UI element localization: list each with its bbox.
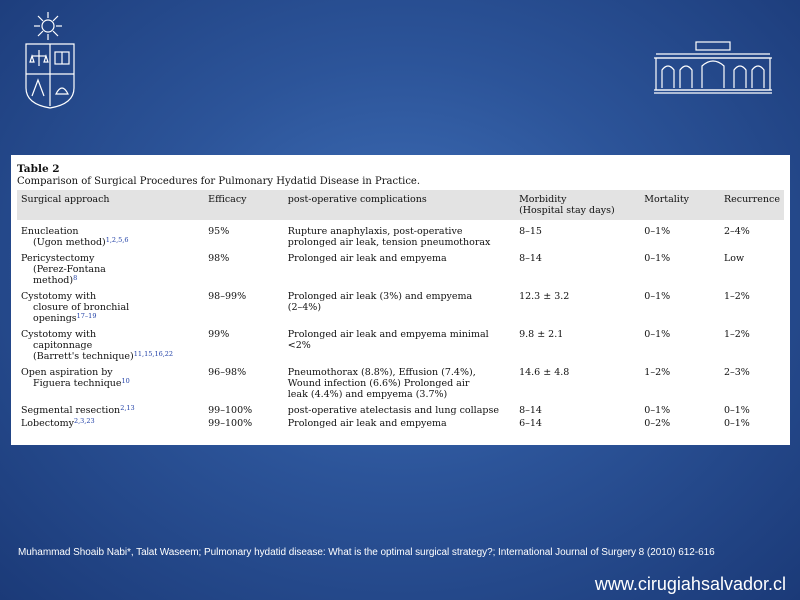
complication-line: post-operative atelectasis and lung collapse [287, 405, 499, 416]
complication-line: prolonged air leak, tension pneumothorax [287, 237, 491, 248]
cell-recurrence: 2–3% [723, 367, 750, 378]
header-morbidity-line2: (Hospital stay days) [519, 205, 615, 216]
approach-line-indented [21, 351, 200, 362]
cell-mortality: 0–1% [644, 253, 671, 264]
cell-approach [17, 250, 204, 288]
approach-line-indented: closure of bronchial [33, 302, 130, 313]
cell-morbidity: 12.3 ± 3.2 [519, 291, 570, 302]
complication-line: leak (4.4%) and empyema (3.7%) [287, 389, 448, 400]
cell-approach [17, 326, 204, 364]
table-caption: Comparison of Surgical Procedures for Pulmonary Hydatid Disease in Practice. [17, 176, 421, 187]
comparison-table [17, 190, 784, 429]
cell-mortality: 1–2% [644, 367, 671, 378]
reference-superscript[interactable]: 10 [121, 377, 130, 385]
approach-line-indented [21, 313, 200, 324]
cell-morbidity: 8–14 [519, 405, 542, 416]
cell-recurrence: Low [723, 253, 745, 264]
header-mortality: Mortality [644, 194, 690, 205]
cell-recurrence: 1–2% [723, 329, 750, 340]
cell-morbidity: 6–14 [519, 418, 542, 429]
cell-efficacy: 99% [208, 329, 230, 340]
approach-line: (Barrett's technique) [33, 351, 134, 362]
approach-line: Cystotomy with [21, 329, 97, 340]
complication-line: (2–4%) [287, 302, 322, 313]
approach-line: (Ugon method) [33, 237, 106, 248]
cell-recurrence: 2–4% [723, 226, 750, 237]
header-morbidity [515, 190, 640, 220]
cell-efficacy: 96–98% [208, 367, 247, 378]
table-row [17, 220, 784, 250]
approach-line-indented: (Perez-Fontana [33, 264, 106, 275]
cell-complications [284, 288, 515, 326]
cell-mortality: 0–1% [644, 329, 671, 340]
cell-complications [284, 326, 515, 364]
cell-complications [284, 402, 515, 418]
complication-line: Rupture anaphylaxis, post-operative [287, 226, 463, 237]
approach-line-indented [21, 275, 200, 286]
cell-approach [17, 288, 204, 326]
table-row [17, 288, 784, 326]
cell-complications [284, 220, 515, 250]
website-url[interactable]: www.cirugiahsalvador.cl [594, 574, 786, 594]
cell-mortality: 0–1% [644, 405, 671, 416]
approach-line: method) [33, 275, 74, 286]
complication-line: Prolonged air leak and empyema minimal [287, 329, 489, 340]
cell-complications [284, 250, 515, 288]
approach-line: Open aspiration by [21, 367, 113, 378]
cell-morbidity: 8–14 [519, 253, 542, 264]
header-morbidity-line1: Morbidity [519, 194, 567, 205]
cell-efficacy: 99–100% [208, 405, 253, 416]
cell-complications [284, 364, 515, 402]
approach-line: Cystotomy with [21, 291, 97, 302]
reference-superscript[interactable]: 2,13 [120, 404, 135, 412]
header-approach: Surgical approach [21, 194, 110, 205]
university-crest-logo [18, 10, 82, 110]
approach-line: Segmental resection [21, 405, 121, 416]
cell-mortality: 0–1% [644, 226, 671, 237]
complication-line: <2% [287, 340, 311, 351]
reference-superscript[interactable]: 8 [73, 274, 78, 282]
cell-approach [17, 402, 204, 418]
complication-line: Pneumothorax (8.8%), Effusion (7.4%), [287, 367, 476, 378]
reference-superscript[interactable]: 11,15,16,22 [133, 350, 174, 358]
cell-recurrence: 1–2% [723, 291, 750, 302]
cell-approach [17, 220, 204, 250]
approach-line: Enucleation [21, 226, 79, 237]
cell-complications [284, 418, 515, 429]
approach-line: Pericystectomy [21, 253, 95, 264]
reference-superscript[interactable]: 1,2,5,6 [105, 236, 129, 244]
cell-efficacy: 98% [208, 253, 230, 264]
table-header-row [17, 190, 784, 220]
table-row [17, 364, 784, 402]
approach-line-indented: capitonnage [33, 340, 93, 351]
header-efficacy: Efficacy [208, 194, 247, 205]
cell-morbidity: 14.6 ± 4.8 [519, 367, 570, 378]
cell-mortality: 0–1% [644, 291, 671, 302]
header-complications: post-operative complications [287, 194, 427, 205]
approach-line-indented [21, 378, 200, 389]
cell-mortality: 0–2% [644, 418, 671, 429]
cell-recurrence: 0–1% [723, 405, 750, 416]
approach-line: Figuera technique [33, 378, 122, 389]
complication-line: Wound infection (6.6%) Prolonged air [287, 378, 470, 389]
approach-line: Lobectomy [21, 418, 74, 429]
cell-recurrence: 0–1% [723, 418, 750, 429]
cell-approach [17, 364, 204, 402]
cell-efficacy: 99–100% [208, 418, 253, 429]
reference-superscript[interactable]: 17–19 [76, 312, 97, 320]
table-panel [11, 155, 790, 445]
complication-line: Prolonged air leak and empyema [287, 253, 447, 264]
complication-line: Prolonged air leak and empyema [287, 418, 447, 429]
citation-text: Muhammad Shoaib Nabi*, Talat Waseem; Pulmonary hydatid disease: What is the optimal surgical strategy?; International Journal of Surgery 8 (2010) 612-616 [18, 547, 715, 558]
cell-morbidity: 8–15 [519, 226, 542, 237]
cell-efficacy: 95% [208, 226, 230, 237]
cell-morbidity: 9.8 ± 2.1 [519, 329, 564, 340]
reference-superscript[interactable]: 2,3,23 [73, 417, 95, 425]
table-label: Table 2 [17, 163, 60, 175]
approach-line-indented [21, 237, 200, 248]
building-logo [652, 40, 774, 95]
table-row [17, 326, 784, 364]
table-row [17, 418, 784, 429]
header-recurrence: Recurrence [723, 194, 780, 205]
table-row [17, 402, 784, 418]
cell-approach [17, 418, 204, 429]
approach-line: openings [33, 313, 77, 324]
complication-line: Prolonged air leak (3%) and empyema [287, 291, 473, 302]
table-row [17, 250, 784, 288]
cell-efficacy: 98–99% [208, 291, 247, 302]
